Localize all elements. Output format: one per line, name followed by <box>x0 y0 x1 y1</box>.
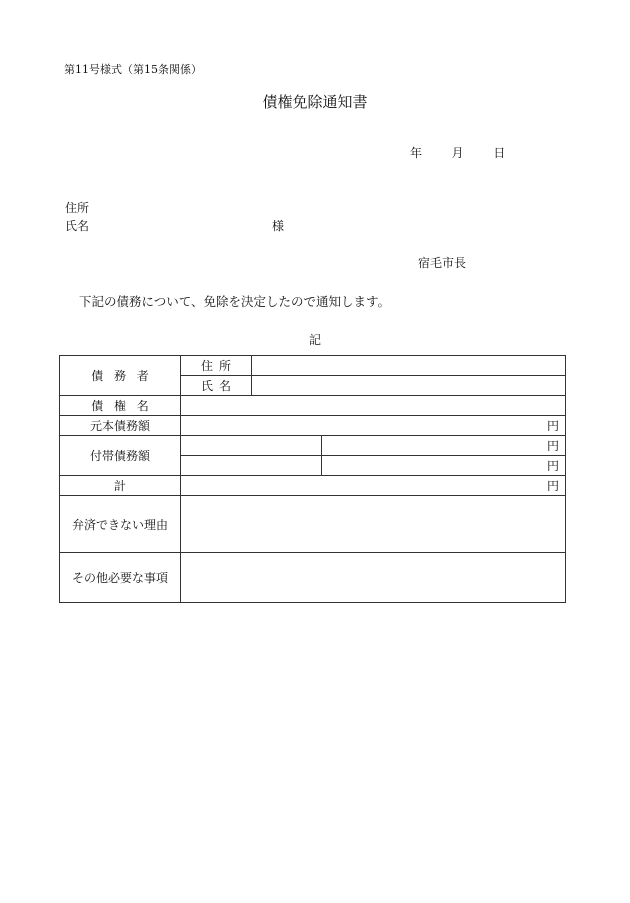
date-day-label: 日 <box>493 146 506 160</box>
claim-name-label: 債権名 <box>91 399 160 413</box>
honorific: 様 <box>272 219 285 233</box>
debtor-name-label: 氏名 <box>200 379 237 393</box>
form-number: 第11号様式（第15条関係） <box>64 63 202 76</box>
claim-name-value <box>181 396 566 416</box>
ki-label: 記 <box>308 333 321 347</box>
table-row <box>60 496 566 553</box>
table-row <box>60 476 566 496</box>
total-label: 計 <box>60 476 181 496</box>
debtor-address-label: 住所 <box>200 359 237 373</box>
claim-name-label-cell <box>60 396 181 416</box>
total-yen: 円 <box>181 476 566 496</box>
issuer: 宿毛市長 <box>418 256 467 270</box>
body-text: 下記の債務について、免除を決定したので通知します。 <box>79 294 391 309</box>
debtor-label-cell <box>60 356 181 396</box>
table-row <box>60 553 566 603</box>
date-line <box>410 144 505 161</box>
other-value <box>181 553 566 603</box>
incidental-yen-2: 円 <box>322 456 566 476</box>
debtor-name-value <box>252 376 566 396</box>
incidental-label: 付帯債務額 <box>60 436 181 476</box>
date-month-label: 月 <box>451 146 464 160</box>
incidental-item-1 <box>181 436 322 456</box>
recipient-name-label: 氏名 <box>65 219 90 233</box>
table-row <box>60 356 566 376</box>
reason-value <box>181 496 566 553</box>
debt-table <box>59 355 566 603</box>
reason-label: 弁済できない理由 <box>60 496 181 553</box>
incidental-item-2 <box>181 456 322 476</box>
principal-label: 元本債務額 <box>60 416 181 436</box>
table-row <box>60 416 566 436</box>
debtor-label: 債務者 <box>91 369 160 383</box>
debtor-address-value <box>252 356 566 376</box>
date-year-label: 年 <box>410 146 423 160</box>
document-title: 債権免除通知書 <box>262 93 368 111</box>
debtor-address-label-cell <box>181 356 252 376</box>
table-row <box>60 436 566 456</box>
principal-yen: 円 <box>181 416 566 436</box>
recipient-address-label: 住所 <box>65 201 90 215</box>
other-label: その他必要な事項 <box>60 553 181 603</box>
table-row <box>60 396 566 416</box>
incidental-yen-1: 円 <box>322 436 566 456</box>
debtor-name-label-cell <box>181 376 252 396</box>
